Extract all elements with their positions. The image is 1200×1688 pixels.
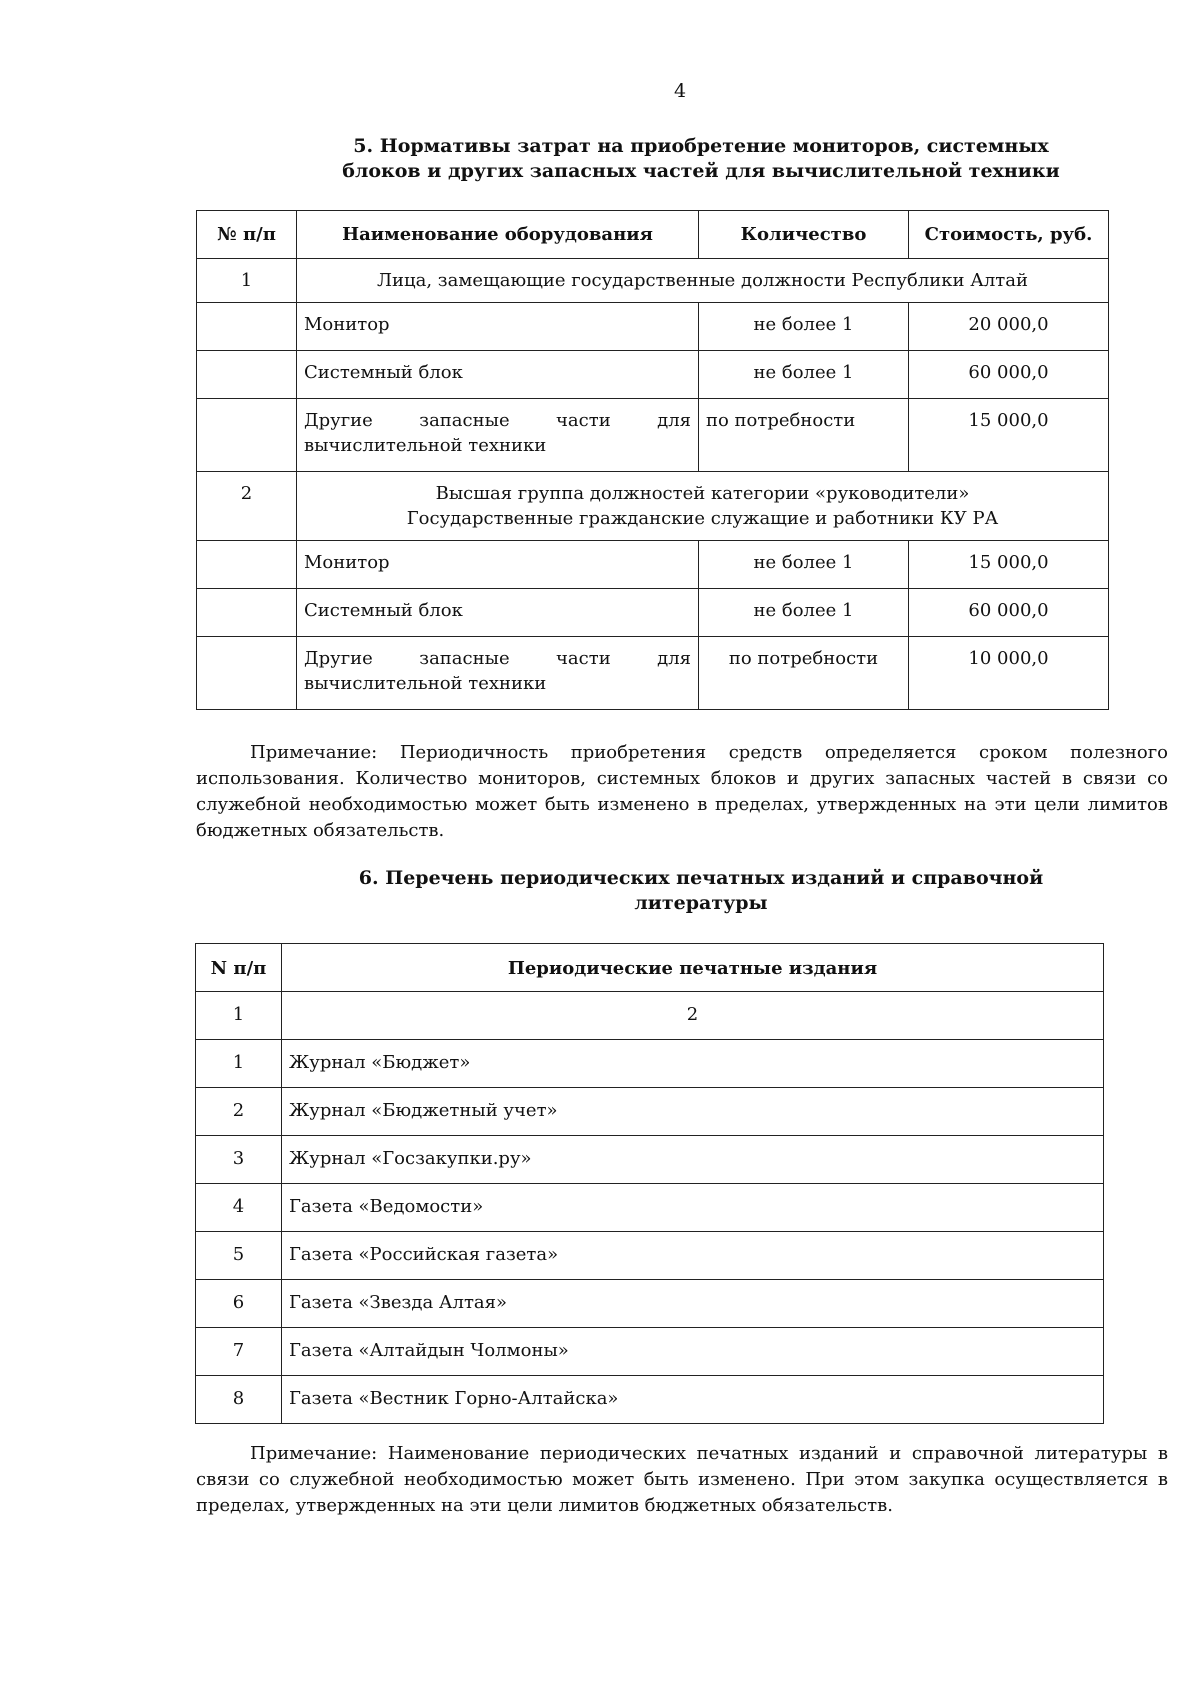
equipment-cost-table [196, 210, 1109, 710]
item-quantity: не более 1 [699, 303, 909, 351]
row-num: 6 [196, 1280, 282, 1328]
group-title [297, 259, 1109, 303]
item-name-line2: вычислительной техники [304, 673, 547, 694]
table-row [197, 303, 1109, 351]
item-cost: 60 000,0 [909, 351, 1109, 399]
item-name-line1: Другие запасные части для [304, 648, 691, 669]
table-row [197, 541, 1109, 589]
page-number: 4 [673, 80, 687, 102]
section-6-title-line2: литературы [634, 892, 768, 914]
item-name [297, 399, 699, 472]
table-row [196, 1232, 1104, 1280]
periodical-name: Журнал «Госзакупки.ру» [282, 1136, 1104, 1184]
item-cost: 15 000,0 [909, 399, 1109, 472]
periodical-name: Газета «Ведомости» [282, 1184, 1104, 1232]
group-title [297, 472, 1109, 541]
item-name: Монитор [297, 303, 699, 351]
section-6-title [196, 866, 1200, 916]
group-row [197, 472, 1109, 541]
item-quantity: не более 1 [699, 351, 909, 399]
table-row [197, 589, 1109, 637]
item-name: Монитор [297, 541, 699, 589]
row-num: 2 [196, 1088, 282, 1136]
section-5-title-line1: 5. Нормативы затрат на приобретение мониторов, системных [353, 135, 1049, 157]
table-row [197, 351, 1109, 399]
row-num [197, 637, 297, 710]
row-num: 1 [196, 1040, 282, 1088]
table-row [197, 637, 1109, 710]
periodical-name: Газета «Вестник Горно-Алтайска» [282, 1376, 1104, 1424]
item-quantity: не более 1 [699, 589, 909, 637]
group-num: 2 [197, 472, 297, 541]
group-title-line2: Государственные гражданские служащие и работники КУ РА [406, 508, 999, 529]
column-number: 1 [196, 992, 282, 1040]
row-num: 4 [196, 1184, 282, 1232]
periodical-name: Газета «Российская газета» [282, 1232, 1104, 1280]
header-quantity: Количество [699, 211, 909, 259]
periodicals-table [195, 943, 1104, 1424]
header-name: Периодические печатные издания [282, 944, 1104, 992]
periodical-name: Журнал «Бюджет» [282, 1040, 1104, 1088]
group-row [197, 259, 1109, 303]
column-number-row [196, 992, 1104, 1040]
table-row [196, 1376, 1104, 1424]
item-cost: 20 000,0 [909, 303, 1109, 351]
periodical-name: Газета «Звезда Алтая» [282, 1280, 1104, 1328]
table-row [197, 399, 1109, 472]
item-quantity: по потребности [699, 637, 909, 710]
table-row [196, 1328, 1104, 1376]
item-name: Системный блок [297, 351, 699, 399]
header-cost: Стоимость, руб. [909, 211, 1109, 259]
item-name-line2: вычислительной техники [304, 435, 547, 456]
section-6-note: Примечание: Наименование периодических печатных изданий и справочной литературы в связи со служебной необходимостью может быть изменено. При этом закупка осуществляется в пределах, утвержденных на эти цели лимитов бюджетных обязательств. [196, 1443, 1168, 1516]
row-num [197, 589, 297, 637]
row-num [197, 399, 297, 472]
table-row [196, 1040, 1104, 1088]
item-name-line1: Другие запасные части для [304, 410, 691, 431]
group-title-line1: Лица, замещающие государственные должности Республики Алтай [377, 270, 1028, 291]
header-num: № п/п [197, 211, 297, 259]
table-row [196, 1088, 1104, 1136]
periodical-name: Журнал «Бюджетный учет» [282, 1088, 1104, 1136]
row-num: 5 [196, 1232, 282, 1280]
row-num [197, 351, 297, 399]
row-num [197, 541, 297, 589]
row-num: 7 [196, 1328, 282, 1376]
table-header-row [196, 944, 1104, 992]
row-num: 3 [196, 1136, 282, 1184]
item-name [297, 637, 699, 710]
table-row [196, 1184, 1104, 1232]
periodical-name: Газета «Алтайдын Чолмоны» [282, 1328, 1104, 1376]
group-title-line1: Высшая группа должностей категории «руководители» [435, 483, 970, 504]
section-5-title [196, 134, 1200, 184]
header-num: N п/п [196, 944, 282, 992]
item-quantity: не более 1 [699, 541, 909, 589]
section-5-note: Примечание: Периодичность приобретения средств определяется сроком полезного использования. Количество мониторов, системных блоков и других запасных частей в связи со служебной необходимостью может быть изменено в пределах, утвержденных на эти цели лимитов бюджетных обязательств. [196, 742, 1168, 841]
item-cost: 15 000,0 [909, 541, 1109, 589]
column-number: 2 [282, 992, 1104, 1040]
row-num [197, 303, 297, 351]
item-quantity: по потребности [699, 399, 909, 472]
item-cost: 60 000,0 [909, 589, 1109, 637]
section-6-title-line1: 6. Перечень периодических печатных изданий и справочной [358, 867, 1044, 889]
item-name: Системный блок [297, 589, 699, 637]
table-header-row [197, 211, 1109, 259]
header-name: Наименование оборудования [297, 211, 699, 259]
table-row [196, 1136, 1104, 1184]
group-num: 1 [197, 259, 297, 303]
table-row [196, 1280, 1104, 1328]
item-cost: 10 000,0 [909, 637, 1109, 710]
section-5-title-line2: блоков и других запасных частей для вычислительной техники [342, 160, 1060, 182]
row-num: 8 [196, 1376, 282, 1424]
